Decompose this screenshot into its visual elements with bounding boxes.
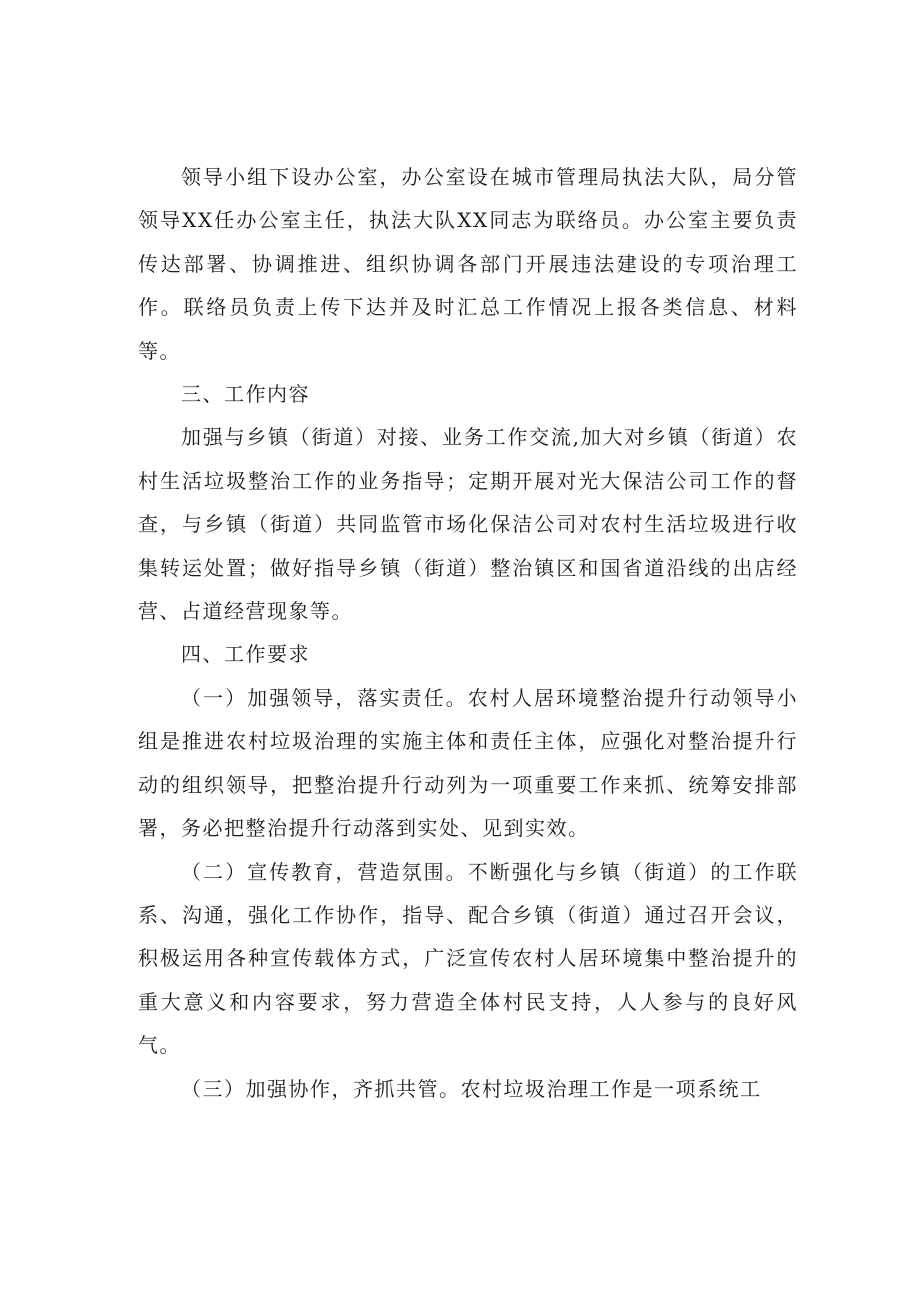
section-heading-work-content: 三、工作内容 <box>181 382 310 407</box>
paragraph-office-setup: 领导小组下设办公室，办公室设在城市管理局执法大队，局分管领导XX任办公室主任，执法大队XX同志为联络员。办公室主要负责传达部署、协调推进、组织协调各部门开展违法建设的专项治理工作。联络员负责上传下达并及时汇总工作情况上报各类信息、材料等。 <box>138 165 798 363</box>
paragraph-requirement-1: （一）加强领导，落实责任。农村人居环境整治提升行动领导小组是推进农村垃圾治理的实施主体和责任主体，应强化对整治提升行动的组织领导，把整治提升行动列为一项重要工作来抓、统筹安排部署，务必把整治提升行动落到实处、见到实效。 <box>138 685 798 841</box>
document-body <box>138 156 798 1111</box>
paragraph-work-content: 加强与乡镇（街道）对接、业务工作交流,加大对乡镇（街道）农村生活垃圾整治工作的业务指导；定期开展对光大保洁公司工作的督查，与乡镇（街道）共同监管市场化保洁公司对农村生活垃圾进行收集转运处置；做好指导乡镇（街道）整治镇区和国省道沿线的出店经营、占道经营现象等。 <box>138 425 798 624</box>
paragraph-requirement-3: （三）加强协作，齐抓共管。农村垃圾治理工作是一项系统工 <box>181 1076 762 1101</box>
paragraph-requirement-2: （二）宣传教育，营造氛围。不断强化与乡镇（街道）的工作联系、沟通，强化工作协作，指导、配合乡镇（街道）通过召开会议，积极运用各种宣传载体方式，广泛宣传农村人居环境集中整治提升的重大意义和内容要求，努力营造全体村民支持，人人参与的良好风气。 <box>138 859 798 1058</box>
section-heading-work-requirements: 四、工作要求 <box>181 642 310 667</box>
